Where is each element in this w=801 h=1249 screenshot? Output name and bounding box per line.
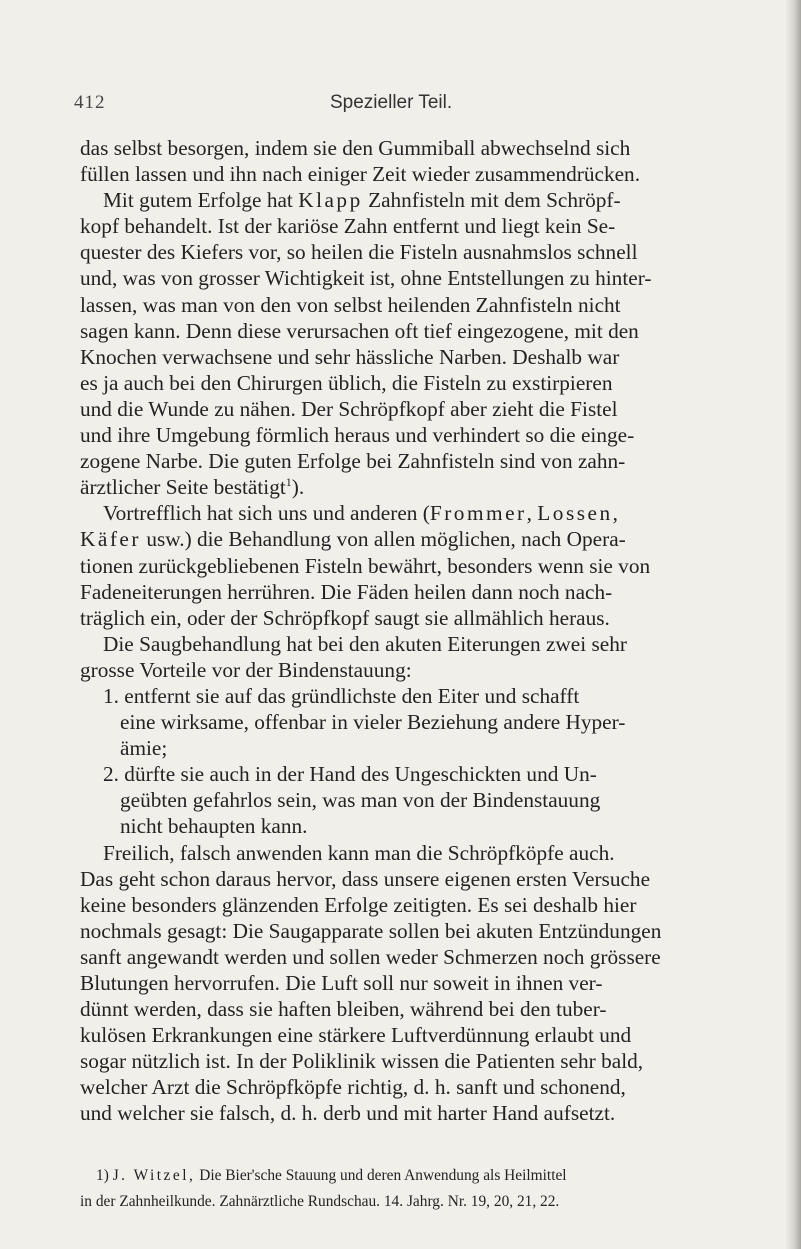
text-line: sagen kann. Denn diese verursachen oft tief eingezogene, mit den [80,318,639,343]
text-line: Vortrefflich hat sich uns und anderen (Frommer, Lossen, [103,501,618,526]
list-item: 2. dürfte sie auch in der Hand des Ungeschickten und Un- [103,762,597,787]
footnote-author: J. Witzel, [112,1167,196,1184]
text-line: Blutungen hervorrufen. Die Luft soll nur soweit in ihnen ver- [80,971,603,995]
text-line: und die Wunde zu nähen. Der Schröpfkopf aber zieht die Fistel [80,396,618,421]
text-line: eine wirksame, offenbar in vieler Beziehung andere Hyper- [120,710,626,735]
text-line: und, was von grosser Wichtigkeit ist, ohne Entstellungen zu hinter- [80,266,652,291]
text-line: Freilich, falsch anwenden kann man die Schröpfköpfe auch. [103,840,615,865]
author-name: Frommer [429,501,527,526]
text-line: welcher Arzt die Schröpfköpfe richtig, d. h. sanft und schonend, [80,1075,626,1100]
text-line: Knochen verwachsene und sehr hässliche Narben. Deshalb war [80,344,620,369]
page-number: 412 [74,92,106,113]
list-item: 1. entfernt sie auf das gründlichste den Eiter und schafft [103,683,580,708]
text-line: sanft angewandt werden und sollen weder Schmerzen noch grössere [80,944,661,969]
text-line: nochmals gesagt: Die Saugapparate sollen bei akuten Entzündungen [80,918,662,943]
text-line: Das geht schon daraus hervor, dass unsere eigenen ersten Versuche [80,866,651,891]
text-line: Fadeneiterungen herrühren. Die Fäden heilen dann noch nach- [80,579,613,604]
text-line: Käfer usw.) die Behandlung von allen möglichen, nach Opera- [80,527,626,552]
author-name: Lossen [537,501,613,526]
footnotes [80,1166,780,1218]
text-line: sogar nützlich ist. In der Poliklinik wissen die Patienten sehr bald, [80,1049,644,1074]
text-line: kopf behandelt. Ist der kariöse Zahn entfernt und liegt kein Se- [80,214,616,239]
text-line: ämie; [120,736,168,761]
text-line: ärztlicher Seite bestätigt$^1$). [80,475,305,500]
author-name: Käfer [80,527,141,552]
body-text [80,135,780,1127]
footnote-line: 1) J. Witzel, Die Bier'sche Stauung und deren Anwendung als Heilmittel [96,1167,567,1184]
author-name: Klapp [298,188,363,213]
text-line: träglich ein, oder der Schröpfkopf saugt sie allmählich heraus. [80,605,610,630]
text-line: zogene Narbe. Die guten Erfolge bei Zahnfisteln sind von zahn- [80,449,626,474]
text-line: Mit gutem Erfolge hat Klapp Zahnfisteln mit dem Schröpf- [103,188,621,213]
text-line: quester des Kiefers vor, so heilen die Fisteln ausnahmslos schnell [80,240,638,265]
text-line: das selbst besorgen, indem sie den Gummiball abwechselnd sich [80,136,631,160]
text-line: nicht behaupten kann. [120,814,308,839]
text-line: und ihre Umgebung förmlich heraus und verhindert so die einge- [80,423,635,448]
text-line: und welcher sie falsch, d. h. derb und mit harter Hand aufsetzt. [80,1101,616,1126]
text-line: kulösen Erkrankungen eine stärkere Luftverdünnung erlaubt und [80,1023,632,1048]
text-line: Die Saugbehandlung hat bei den akuten Eiterungen zwei sehr [103,631,627,656]
footnote-line: in der Zahnheilkunde. Zahnärztliche Rundschau. 14. Jahrg. Nr. 19, 20, 21, 22. [80,1193,560,1211]
text-line: es ja auch bei den Chirurgen üblich, die Fisteln zu exstirpieren [80,370,613,395]
text-line: tionen zurückgebliebenen Fisteln bewährt, besonders wenn sie von [80,553,651,578]
footnote-ref: 1 [285,475,292,490]
text-line: füllen lassen und ihn nach einiger Zeit wieder zusammendrücken. [80,162,641,187]
text-line: lassen, was man von den von selbst heilenden Zahnfisteln nicht [80,292,621,317]
page-header [0,92,801,120]
text-line: dünnt werden, dass sie haften bleiben, während bei den tuber- [80,997,607,1022]
running-head: Spezieller Teil. [330,92,453,113]
text-line: keine besonders glänzenden Erfolge zeitigten. Es sei deshalb hier [80,892,637,917]
text-line: grosse Vorteile vor der Bindenstauung: [80,657,412,682]
text-line: geübten gefahrlos sein, was man von der Bindenstauung [120,788,601,813]
page-edge-shadow [785,0,801,1249]
